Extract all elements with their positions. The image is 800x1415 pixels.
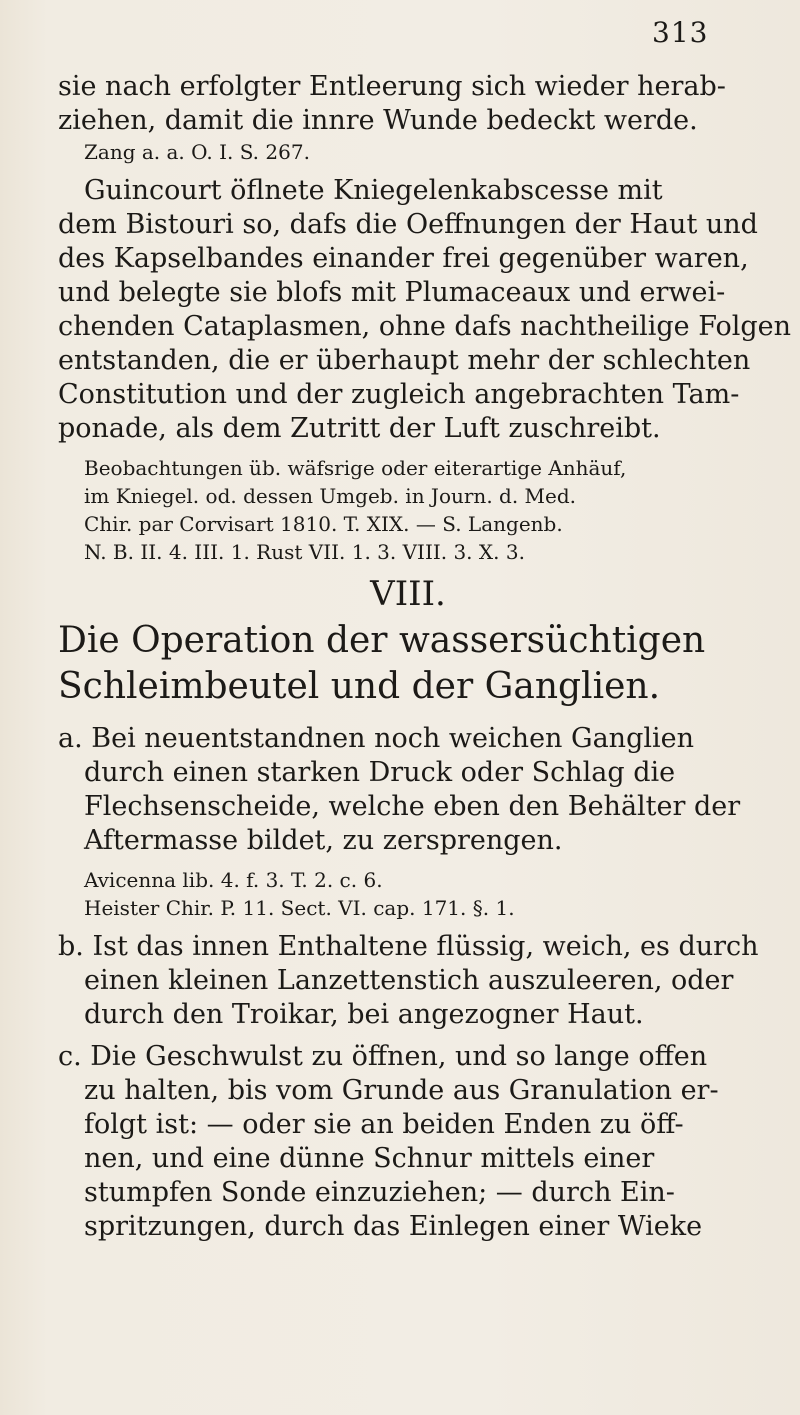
text-line: durch einen starken Druck oder Schlag die — [84, 757, 676, 788]
text-line: und belegte sie blofs mit Plumaceaux und erwei- — [58, 277, 726, 308]
text-line: nen, und eine dünne Schnur mittels einer — [84, 1143, 655, 1174]
text-line: Constitution und der zugleich angebrachten Tam- — [58, 379, 740, 410]
item-b — [58, 930, 758, 1032]
paragraph-continuation — [58, 70, 758, 138]
reference-line: Heister Chir. P. 11. Sect. VI. cap. 171. §. 1. — [84, 896, 515, 920]
section-number: VIII. — [370, 574, 446, 614]
reference-line: Avicenna lib. 4. f. 3. T. 2. c. 6. — [84, 868, 383, 892]
text-line: a. Bei neuentstandnen noch weichen Ganglien — [58, 723, 694, 754]
text-line: zu halten, bis vom Grunde aus Granulation er- — [84, 1075, 719, 1106]
text-line: spritzungen, durch das Einlegen einer Wieke — [84, 1211, 703, 1242]
text-line: sie nach erfolgter Entleerung sich wieder herab- — [58, 71, 726, 102]
page-number: 313 — [652, 16, 709, 49]
item-c — [58, 1040, 758, 1244]
reference-line: N. B. II. 4. III. 1. Rust VII. 1. 3. VIII. 3. X. 3. — [84, 540, 525, 564]
text-line: ziehen, damit die innre Wunde bedeckt werde. — [58, 105, 698, 136]
reference-avicenna-heister — [58, 866, 758, 922]
text-line: einen kleinen Lanzettenstich auszuleeren, oder — [84, 965, 734, 996]
text-line: Aftermasse bildet, zu zersprengen. — [84, 825, 563, 856]
text-line: chenden Cataplasmen, ohne dafs nachtheilige Folgen — [58, 311, 791, 342]
text-line: stumpfen Sonde einzuziehen; — durch Ein- — [84, 1177, 675, 1208]
reference-zang: Zang a. a. O. I. S. 267. — [84, 140, 310, 164]
section-title-line: Schleimbeutel und der Ganglien. — [58, 666, 661, 707]
reference-beobachtungen — [58, 454, 758, 566]
item-a — [58, 722, 758, 858]
section-title — [58, 618, 758, 710]
reference-line: Chir. par Corvisart 1810. T. XIX. — S. Langenb. — [84, 512, 563, 536]
text-line: b. Ist das innen Enthaltene flüssig, weich, es durch — [58, 931, 759, 962]
text-line: durch den Troikar, bei angezogner Haut. — [84, 999, 644, 1030]
text-line: des Kapselbandes einander frei gegenüber waren, — [58, 243, 749, 274]
text-line: Flechsenscheide, welche eben den Behälter der — [84, 791, 741, 822]
paragraph-guincourt — [58, 174, 791, 446]
text-line: folgt ist: — oder sie an beiden Enden zu öff- — [84, 1109, 684, 1140]
reference-line: im Kniegel. od. dessen Umgeb. in Journ. d. Med. — [84, 484, 577, 508]
text-line: Guincourt öflnete Kniegelenkabscesse mit — [84, 175, 663, 206]
page-text — [58, 70, 791, 1244]
text-line: c. Die Geschwulst zu öffnen, und so lange offen — [58, 1041, 708, 1072]
text-line: ponade, als dem Zutritt der Luft zuschreibt. — [58, 413, 661, 444]
section-title-line: Die Operation der wassersüchtigen — [58, 620, 706, 661]
text-line: dem Bistouri so, dafs die Oeffnungen der Haut und — [58, 209, 758, 240]
text-line: entstanden, die er überhaupt mehr der schlechten — [58, 345, 751, 376]
reference-line: Beobachtungen üb. wäfsrige oder eiterartige Anhäuf, — [84, 456, 627, 480]
